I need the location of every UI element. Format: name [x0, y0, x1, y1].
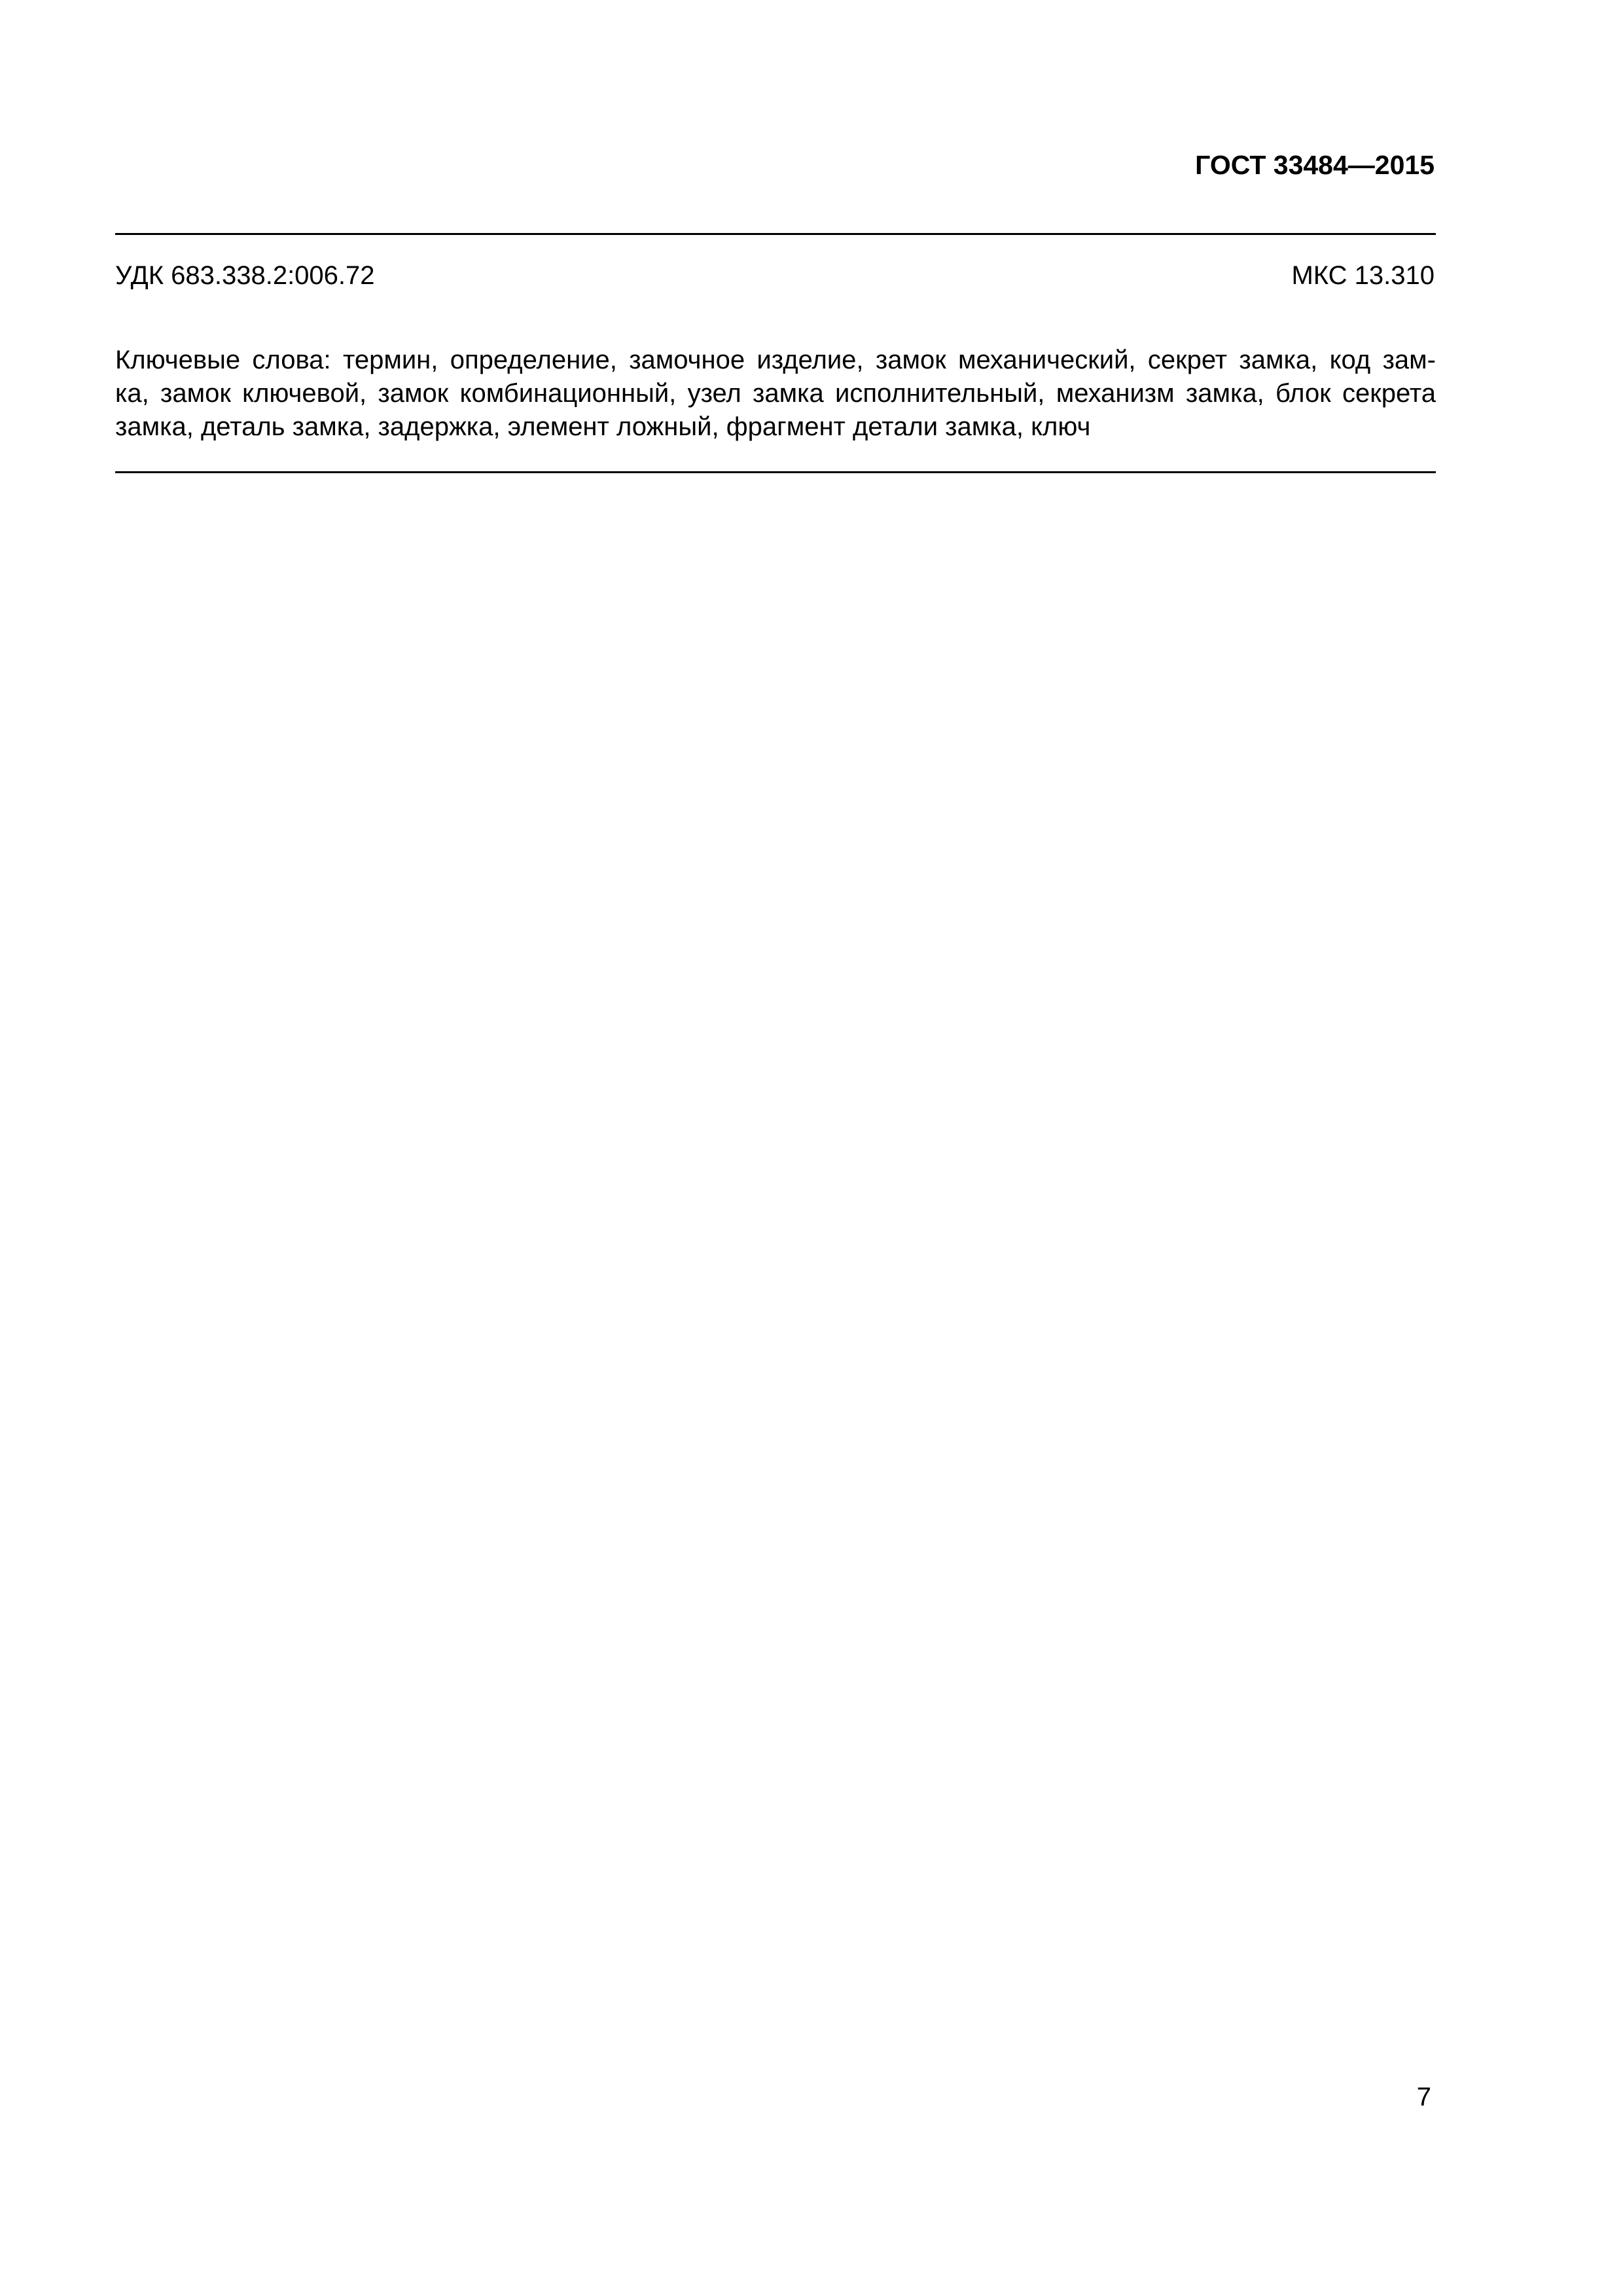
mks-code: МКС 13.310 — [1291, 261, 1435, 290]
top-divider — [115, 233, 1436, 235]
keywords-line: замка, деталь замка, задержка, элемент ложный, фрагмент детали замка, ключ — [115, 412, 1091, 441]
keywords-line: ка, замок ключевой, замок комбинационный, узел замка исполнительный, механизм замка, блок секрета — [115, 379, 1436, 408]
bottom-divider — [115, 471, 1436, 473]
document-number: ГОСТ 33484—2015 — [1195, 150, 1435, 180]
page-number: 7 — [1416, 2083, 1431, 2111]
keywords-paragraph — [115, 344, 1436, 444]
keywords-line: Ключевые слова: термин, определение, замочное изделие, замок механический, секрет замка, код зам- — [115, 346, 1436, 374]
udk-code: УДК 683.338.2:006.72 — [115, 261, 375, 290]
